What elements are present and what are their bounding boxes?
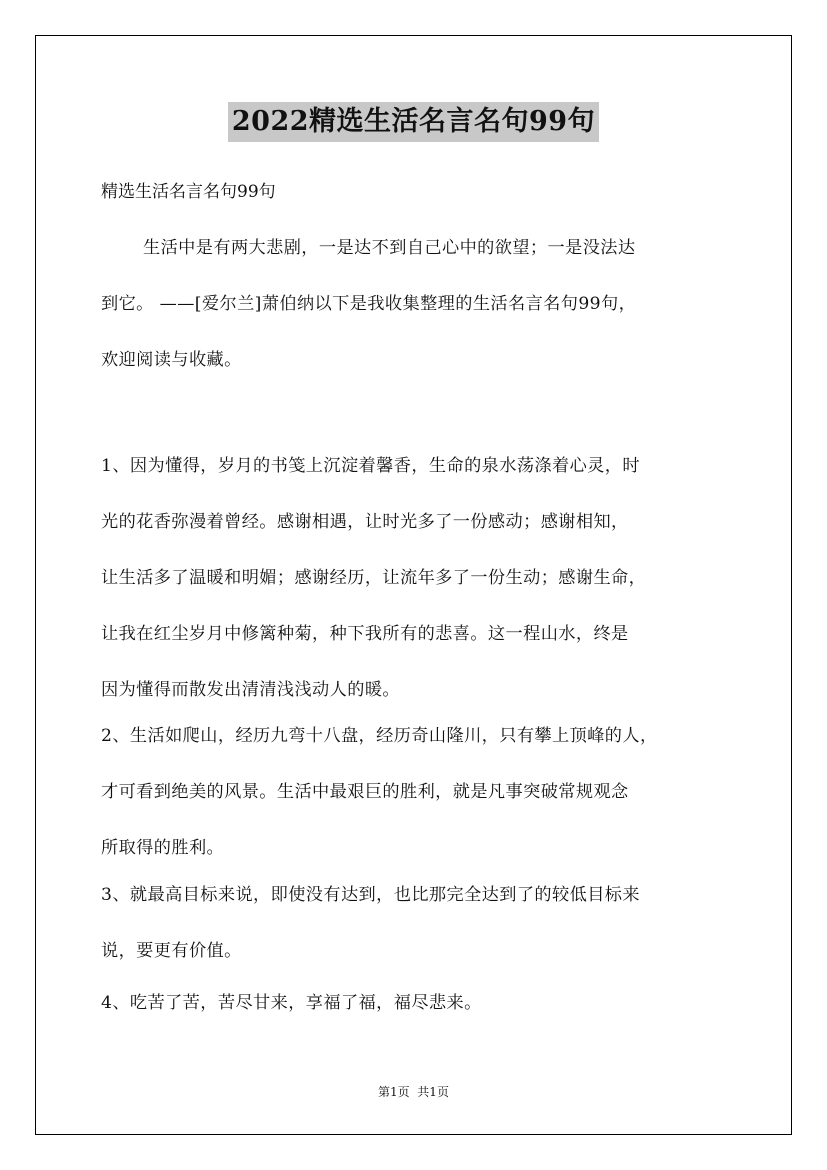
quote-line: 让生活多了温暖和明媚；感谢经历，让流年多了一份生动；感谢生命，	[101, 568, 647, 588]
quote-line: 1、因为懂得，岁月的书笺上沉淀着馨香，生命的泉水荡涤着心灵，时	[101, 456, 640, 476]
quote-line: 说，要更有价值。	[101, 941, 242, 961]
quote-line: 3、就最高目标来说，即使没有达到，也比那完全达到了的较低目标来	[101, 885, 640, 905]
page-footer: 第1页 共1页	[378, 1085, 449, 1099]
intro-line: 到它。 ——[爱尔兰]萧伯纳以下是我收集整理的生活名言名句99句，	[101, 294, 637, 314]
quote-item-2	[101, 708, 741, 876]
intro-line: 欢迎阅读与收藏。	[101, 350, 242, 370]
quote-item-1	[101, 438, 741, 718]
title-container	[0, 102, 827, 142]
intro-line: 生活中是有两大悲剧，一是达不到自己心中的欲望；一是没法达	[143, 238, 636, 258]
quote-line: 4、吃苦了苦，苦尽甘来，享福了福，福尽悲来。	[101, 993, 482, 1013]
quote-line: 因为懂得而散发出清清浅浅动人的暖。	[101, 680, 400, 700]
quote-line: 才可看到绝美的风景。生活中最艰巨的胜利，就是凡事突破常规观念	[101, 782, 629, 802]
quote-line: 光的花香弥漫着曾经。感谢相遇，让时光多了一份感动；感谢相知，	[101, 512, 629, 532]
quote-item-4	[101, 975, 741, 1031]
quote-item-3	[101, 867, 741, 979]
intro-paragraph	[101, 220, 741, 388]
document-subtitle: 精选生活名言名句99句	[101, 182, 276, 202]
quote-line: 让我在红尘岁月中修篱种菊，种下我所有的悲喜。这一程山水，终是	[101, 624, 629, 644]
document-title: 2022精选生活名言名句99句	[228, 102, 599, 142]
quote-line: 所取得的胜利。	[101, 838, 225, 858]
quote-line: 2、生活如爬山，经历九弯十八盘，经历奇山隆川，只有攀上顶峰的人，	[101, 726, 658, 746]
